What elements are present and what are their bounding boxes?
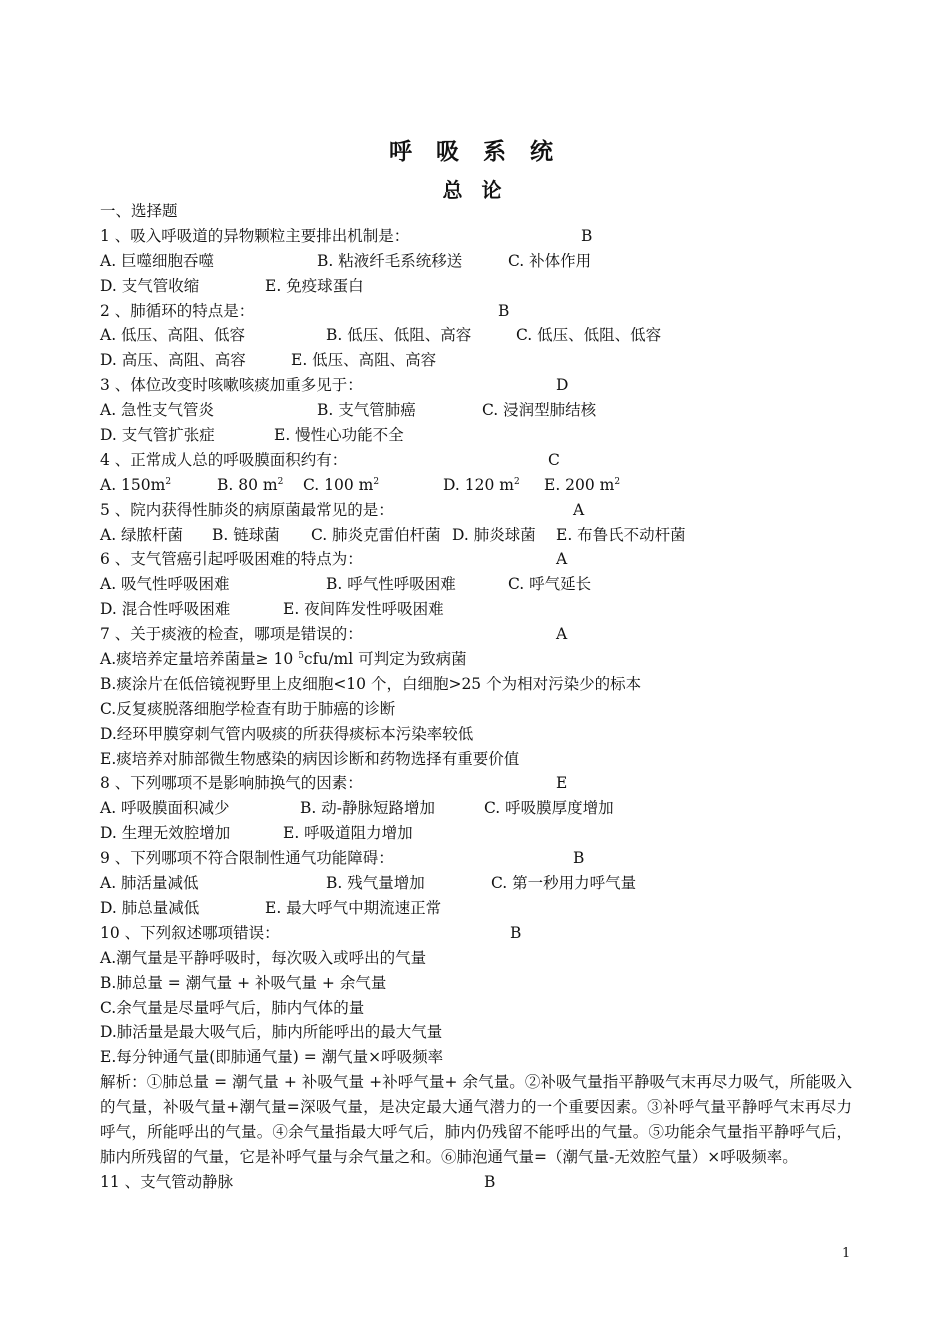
question-answer: B xyxy=(573,849,585,868)
option-d: D. 混合性呼吸困难 xyxy=(100,600,231,619)
option-a: A. $150m^2$ xyxy=(100,475,172,494)
page-number: 1 xyxy=(842,1246,851,1261)
options-row xyxy=(100,348,852,373)
page-subtitle: 总 论 xyxy=(442,178,508,202)
options-row xyxy=(100,896,852,921)
option-b: B. 链球菌 xyxy=(212,525,280,544)
options-row xyxy=(100,796,852,821)
option-a: A.潮气量是平静呼吸时，每次吸入或呼出的气量 xyxy=(100,948,427,967)
question-3 xyxy=(100,373,852,398)
question-stem: 3 、体位改变时咳嗽咳痰加重多见于： xyxy=(100,376,363,395)
option-e: E. 夜间阵发性呼吸困难 xyxy=(283,600,444,619)
option-a: A. 巨噬细胞吞噬 xyxy=(100,251,215,270)
question-stem: 4 、正常成人总的呼吸膜面积约有： xyxy=(100,450,348,469)
option-c: C. 呼吸膜厚度增加 xyxy=(484,799,614,818)
option-a: A. 肺活量减低 xyxy=(100,874,199,893)
option-a: A. 呼吸膜面积减少 xyxy=(100,799,230,818)
question-10 xyxy=(100,921,852,946)
option-d: D. 120 $m^2$ xyxy=(443,475,520,494)
question-answer: A xyxy=(556,550,568,569)
document-body xyxy=(100,199,852,1195)
option-c: C. 呼气延长 xyxy=(508,575,592,594)
option-e: E. 布鲁氏不动杆菌 xyxy=(556,525,686,544)
option-b: B.痰涂片在低倍镜视野里上皮细胞<10 个，白细胞>25 个为相对污染少的标本 xyxy=(100,674,642,693)
question-answer: B xyxy=(484,1172,496,1191)
question-stem: 7 、关于痰液的检查，哪项是错误的： xyxy=(100,625,363,644)
option-b: B. 支气管肺癌 xyxy=(317,401,416,420)
option-d: D.经环甲膜穿刺气管内吸痰的所获得痰标本污染率较低 xyxy=(100,724,474,743)
options-row xyxy=(100,398,852,423)
question-stem: 9 、下列哪项不符合限制性通气功能障碍： xyxy=(100,849,394,868)
option-d: D.肺活量是最大吸气后，肺内所能呼出的最大气量 xyxy=(100,1023,443,1042)
option-d: D. 高压、高阻、高容 xyxy=(100,351,246,370)
section-heading: 一、选择题 xyxy=(100,202,178,220)
question-answer: C xyxy=(548,450,560,469)
option-b: B. 动-静脉短路增加 xyxy=(300,799,435,818)
option-b: B. 80 $m^2$ xyxy=(217,475,284,494)
option-a: A. 吸气性呼吸困难 xyxy=(100,575,230,594)
question-1 xyxy=(100,224,852,249)
option-c: C.反复痰脱落细胞学检查有助于肺癌的诊断 xyxy=(100,699,396,718)
question-stem: 2 、肺循环的特点是： xyxy=(100,301,255,320)
question-answer: A xyxy=(573,500,585,519)
option-e: E. 最大呼气中期流速正常 xyxy=(265,898,442,917)
question-answer: A xyxy=(556,625,568,644)
option-e: E. 免疫球蛋白 xyxy=(265,276,364,295)
option-d: D. 支气管收缩 xyxy=(100,276,200,295)
option-e: E. 呼吸道阻力增加 xyxy=(283,824,413,843)
option-e: E.每分钟通气量(即肺通气量) = 潮气量×呼吸频率 xyxy=(100,1048,444,1067)
options-row xyxy=(100,597,852,622)
question-stem: 5 、院内获得性肺炎的病原菌最常见的是： xyxy=(100,500,394,519)
option-a: A. 急性支气管炎 xyxy=(100,401,215,420)
option-d: D. 肺炎球菌 xyxy=(452,525,536,544)
question-answer: B xyxy=(498,301,510,320)
options-row xyxy=(100,249,852,274)
option-a: A. 低压、高阻、低容 xyxy=(100,326,246,345)
option-e: E. 200 $m^2$ xyxy=(544,475,621,494)
option-c: C. 第一秒用力呼气量 xyxy=(491,874,637,893)
option-e: E. 慢性心功能不全 xyxy=(274,426,404,445)
option-b: B. 低压、低阻、高容 xyxy=(326,326,472,345)
question-11 xyxy=(100,1170,852,1195)
option-b: B. 粘液纤毛系统移送 xyxy=(317,251,463,270)
option-d: D. 支气管扩张症 xyxy=(100,426,215,445)
question-answer: B xyxy=(510,923,522,942)
options-row xyxy=(100,523,852,548)
option-b: B.肺总量 = 潮气量 + 补吸气量 + 余气量 xyxy=(100,973,387,992)
question-6 xyxy=(100,547,852,572)
option-e: E. 低压、高阻、高容 xyxy=(291,351,437,370)
question-stem: 11 、支气管动静脉 xyxy=(100,1172,234,1191)
option-d: D. 肺总量减低 xyxy=(100,898,200,917)
option-c: C. 补体作用 xyxy=(508,251,592,270)
options-row xyxy=(100,423,852,448)
options-row xyxy=(100,572,852,597)
option-c: C. 浸润型肺结核 xyxy=(482,401,597,420)
options-row xyxy=(100,323,852,348)
option-b: B. 残气量增加 xyxy=(326,874,425,893)
question-4 xyxy=(100,448,852,473)
options-row xyxy=(100,871,852,896)
question-stem: 6 、支气管癌引起呼吸困难的特点为： xyxy=(100,550,363,569)
question-stem: 8 、下列哪项不是影响肺换气的因素： xyxy=(100,774,363,793)
question-8 xyxy=(100,771,852,796)
question-stem: 10 、下列叙述哪项错误： xyxy=(100,923,280,942)
page-title: 呼 吸 系 统 xyxy=(388,139,562,165)
question-9 xyxy=(100,846,852,871)
question-2 xyxy=(100,299,852,324)
option-c: C. 100 $m^2$ xyxy=(303,475,380,494)
question-answer: E xyxy=(556,774,568,793)
options-row xyxy=(100,473,852,498)
options-row xyxy=(100,274,852,299)
option-e: E.痰培养对肺部微生物感染的病因诊断和药物选择有重要价值 xyxy=(100,749,520,768)
option-d: D. 生理无效腔增加 xyxy=(100,824,231,843)
question-answer: D xyxy=(556,376,569,395)
option-a: A.痰培养定量培养菌量≥ 10 $^5$cfu/ml 可判定为致病菌 xyxy=(100,650,467,669)
question-answer: B xyxy=(581,226,593,245)
analysis-paragraph: 解析：①肺总量 = 潮气量 + 补吸气量 +补呼气量+ 余气量。②补吸气量指平静吸气末再尽力吸气，所能吸入的气量，补吸气量+潮气量=深吸气量，是决定最大通气潜力的一个重要因素。③补呼气量平静呼气末再尽力呼气，所能呼出的气量。④余气量指最大呼气后，肺内仍残留不能呼出的气量。⑤功能余气量指平静呼气后，肺内所残留的气量，它是补呼气量与余气量之和。⑥肺泡通气量=（潮气量-无效腔气量）×呼吸频率。 xyxy=(100,1073,852,1166)
question-7 xyxy=(100,622,852,647)
option-c: C.余气量是尽量呼气后，肺内气体的量 xyxy=(100,998,365,1017)
options-row xyxy=(100,821,852,846)
option-c: C. 低压、低阻、低容 xyxy=(516,326,662,345)
option-c: C. 肺炎克雷伯杆菌 xyxy=(311,525,441,544)
question-5 xyxy=(100,498,852,523)
option-a: A. 绿脓杆菌 xyxy=(100,525,184,544)
question-stem: 1 、吸入呼吸道的异物颗粒主要排出机制是： xyxy=(100,226,410,245)
option-b: B. 呼气性呼吸困难 xyxy=(326,575,456,594)
